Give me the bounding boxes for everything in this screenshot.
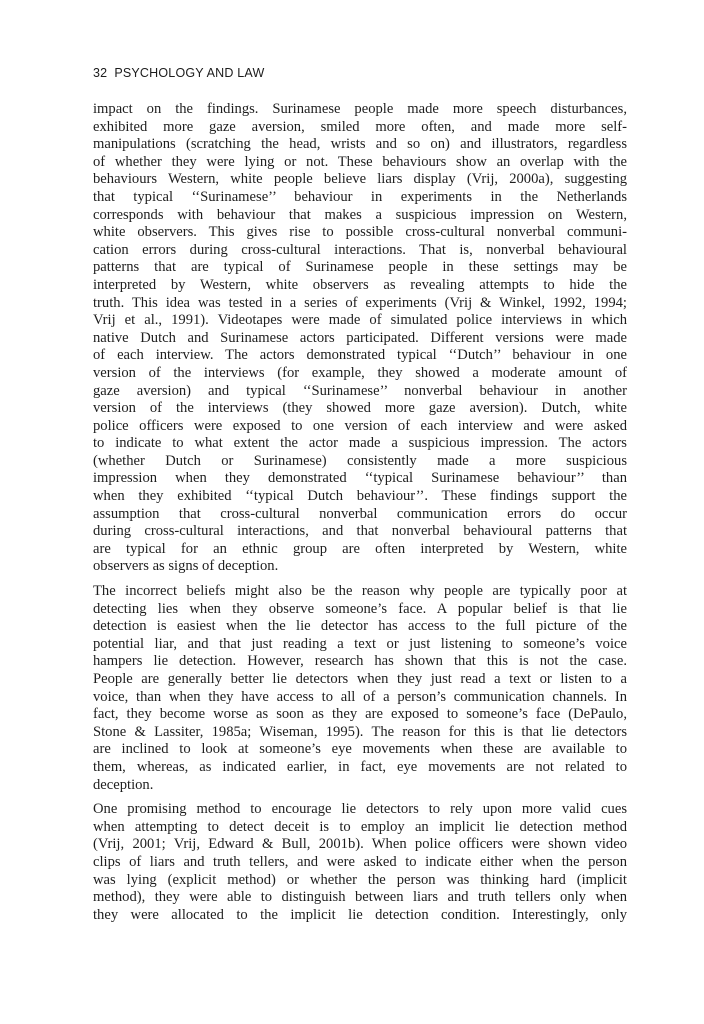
text-line: police officers were exposed to one version of each interview and were asked (93, 417, 627, 434)
text-line: cation errors during cross-cultural interactions. That is, nonverbal behavioural (93, 241, 627, 258)
text-line: The incorrect beliefs might also be the reason why people are typically poor at (93, 583, 627, 600)
text-line: voice, than when they have access to all of a person’s communication channels. In (93, 688, 627, 705)
text-line: interpreted by Western, white observers as revealing attempts to hide the (93, 276, 627, 293)
text-line: detecting lies when they observe someone’s face. A popular belief is that lie (93, 600, 627, 617)
page-number: 32 (93, 66, 108, 80)
text-line: are inclined to look at someone’s eye movements when these are available to (93, 741, 627, 758)
text-line: observers as signs of deception. (93, 558, 279, 575)
text-line: them, whereas, as indicated earlier, in fact, eye movements are not related to (93, 758, 627, 775)
running-head (93, 66, 264, 80)
text-line: native Dutch and Surinamese actors participated. Different versions were made (93, 329, 627, 346)
text-line: was lying (explicit method) or whether the person was thinking hard (implicit (93, 871, 627, 888)
text-line: People are generally better lie detectors when they just read a text or listen to a (93, 671, 627, 687)
text-line: to indicate to what extent the actor made a suspicious impression. The actors (93, 435, 627, 452)
text-line: of each interview. The actors demonstrated typical ‘‘Dutch’’ behaviour in one (93, 347, 627, 364)
text-line: potential liar, and that just reading a text or just listening to someone’s voice (93, 635, 627, 652)
text-line: behaviours Western, white people believe liars display (Vrij, 2000a), suggesting (93, 171, 627, 188)
text-line: truth. This idea was tested in a series of experiments (Vrij & Winkel, 1992, 1994; (93, 294, 627, 311)
text-line: detection is easiest when the lie detector has access to the full picture of the (93, 618, 627, 635)
text-line: white observers. This gives rise to possible cross-cultural nonverbal communi- (93, 224, 627, 241)
text-line: impact on the findings. Surinamese people made more speech disturbances, (93, 101, 627, 117)
text-line: version of the interviews (they showed more gaze aversion). Dutch, white (93, 400, 627, 417)
text-line: deception. (93, 776, 154, 793)
running-title: PSYCHOLOGY AND LAW (114, 66, 265, 80)
text-line: Vrij et al., 1991). Videotapes were made of simulated police interviews in which (93, 312, 627, 329)
text-line: are typical for an ethnic group are often interpreted by Western, white (93, 540, 627, 557)
text-line: impression when they demonstrated ‘‘typical Surinamese behaviour’’ than (93, 470, 627, 487)
text-line: of whether they were lying or not. These behaviours show an overlap with the (93, 153, 627, 170)
text-line: (whether Dutch or Surinamese) consistently made a more suspicious (93, 452, 627, 469)
text-line: fact, they become worse as soon as they are exposed to someone’s face (DePaulo, (93, 706, 627, 723)
text-line: (Vrij, 2001; Vrij, Edward & Bull, 2001b). When police officers were shown video (93, 836, 627, 853)
text-line: manipulations (scratching the head, wrists and so on) and illustrators, regardless (93, 136, 627, 153)
text-line: method), they were able to distinguish between liars and truth tellers only when (93, 889, 627, 906)
text-line: they were allocated to the implicit lie detection condition. Interestingly, only (93, 906, 627, 923)
body-text (93, 101, 627, 931)
text-line: version of the interviews (for example, they showed a moderate amount of (93, 364, 627, 381)
text-line: when attempting to detect deceit is to employ an implicit lie detection method (93, 818, 627, 835)
text-line: patterns that are typical of Surinamese people in these settings may be (93, 259, 627, 276)
text-line: corresponds with behaviour that makes a suspicious impression on Western, (93, 206, 627, 223)
text-line: exhibited more gaze aversion, smiled more often, and made more self- (93, 118, 627, 135)
text-line: hampers lie detection. However, research has shown that this is not the case. (93, 653, 627, 670)
text-line: when they exhibited ‘‘typical Dutch behaviour’’. These findings support the (93, 488, 627, 505)
text-line: Stone & Lassiter, 1985a; Wiseman, 1995). The reason for this is that lie detectors (93, 723, 627, 740)
paragraph-cross-cultural (93, 101, 627, 576)
text-line: clips of liars and truth tellers, and were asked to indicate either when the person (93, 853, 627, 870)
paragraph-implicit-method (93, 801, 627, 924)
text-line: during cross-cultural interactions, and that nonverbal behavioural patterns that (93, 523, 627, 540)
text-line: assumption that cross-cultural nonverbal communication errors do occur (93, 505, 627, 522)
paragraph-incorrect-beliefs (93, 583, 627, 794)
text-line: One promising method to encourage lie detectors to rely upon more valid cues (93, 801, 627, 818)
text-line: gaze aversion) and typical ‘‘Surinamese’’ nonverbal behaviour in another (93, 382, 627, 399)
text-line: that typical ‘‘Surinamese’’ behaviour in experiments in the Netherlands (93, 188, 627, 205)
